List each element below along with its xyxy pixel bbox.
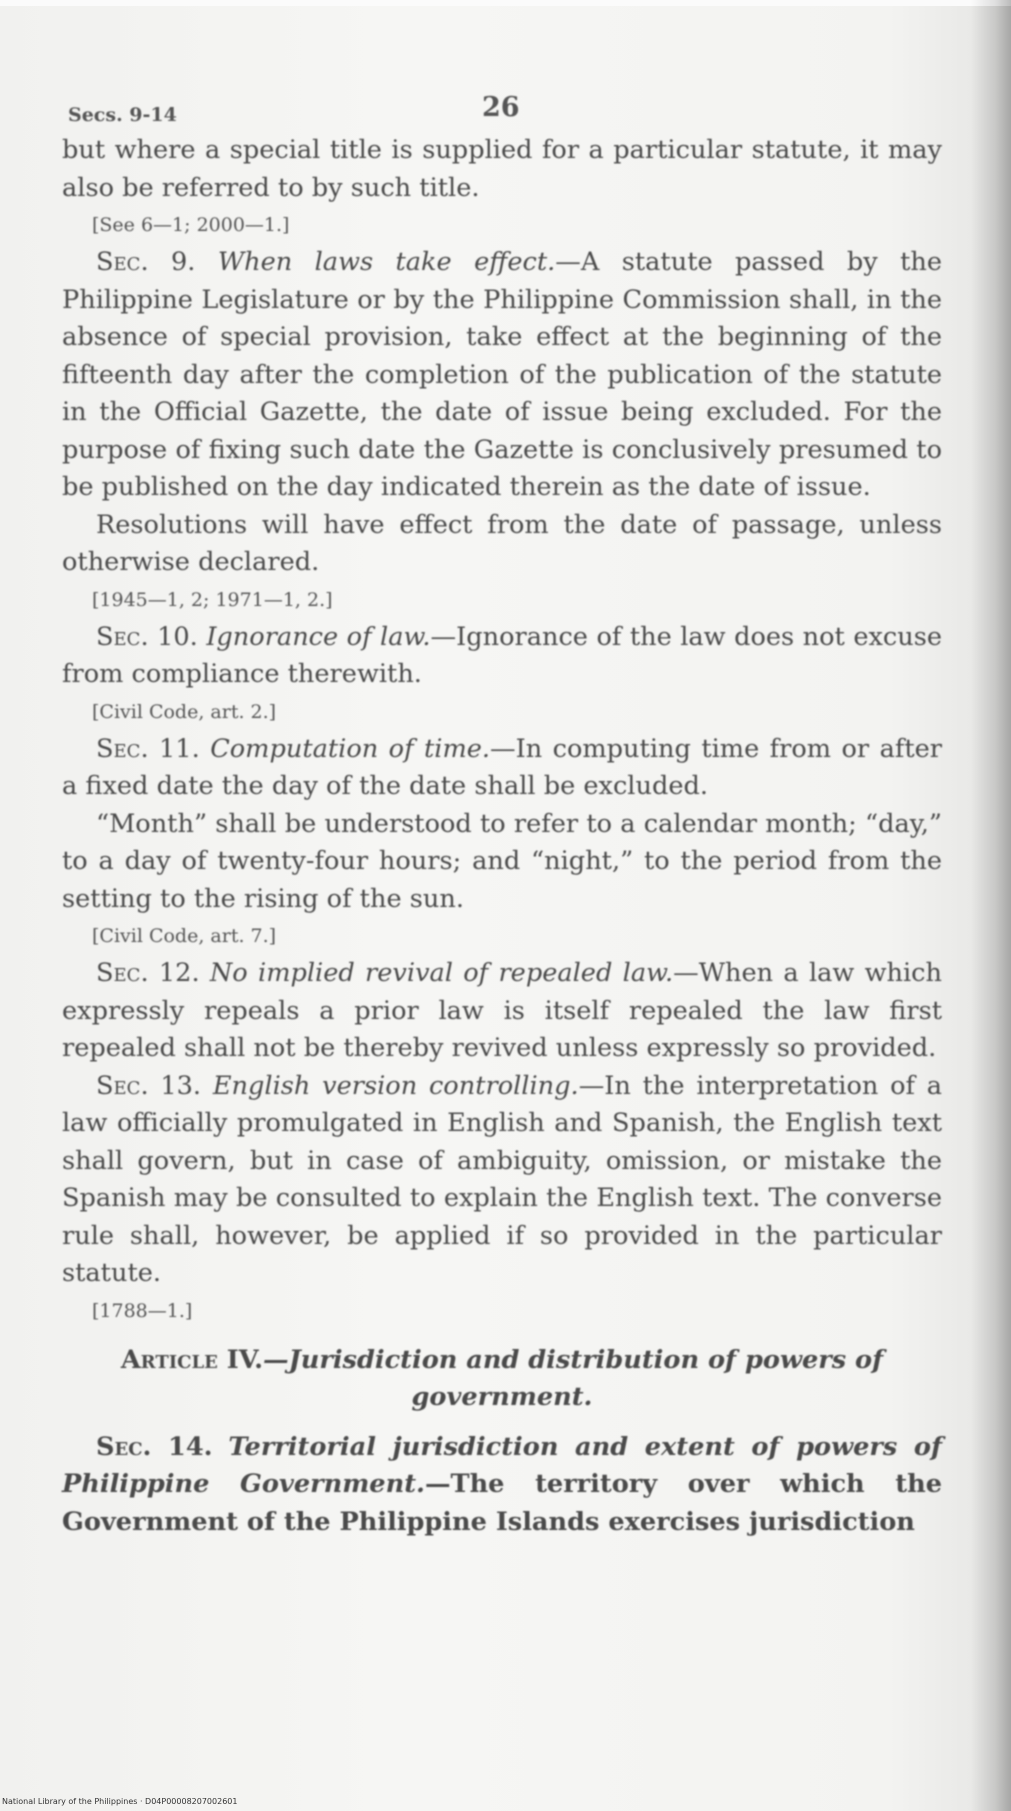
section-11 [62, 731, 942, 806]
citation-1: [See 6—1; 2000—1.] [92, 214, 290, 236]
section-13-label: Sec. 13. [96, 1070, 202, 1101]
section-9-text: —A statute passed by the Philippine Legislature or by the Philippine Commission shall, in the absence of special provision, take effect at the beginning of the fifteenth day after the completion of the publication of the statute in the Official Gazette, the date of issue being excluded. For the purpose of fixing such date the Gazette is conclusively presumed to be published on the day indicated therein as the date of issue. [62, 247, 943, 502]
citation-3: [Civil Code, art. 2.] [92, 700, 277, 723]
section-13-title: English version controlling. [212, 1070, 579, 1101]
section-13-text: —In the interpretation of a law officially promulgated in English and Spanish, the English text shall govern, but in case of ambiguity, omission, or mistake the Spanish may be consulted to explain the English text. The converse rule shall, however, be applied if so provided in the particular statute. [62, 1070, 943, 1288]
section-12-title: No implied revival of repealed law. [209, 958, 674, 988]
citation-2: [1945—1, 2; 1971—1, 2.] [92, 588, 333, 611]
section-12 [62, 955, 942, 1068]
page-edge-shadow [971, 0, 1011, 1811]
section-10-label: Sec. 10. [96, 621, 198, 652]
article-label: Article IV. [120, 1344, 264, 1375]
section-10-title: Ignorance of law. [206, 621, 431, 652]
section-14-title: Territorial jurisdiction and extent of powers of Philippine Government. [62, 1431, 942, 1499]
continuation-paragraph: but where a special title is supplied for a particular statute, it may also be referred to by such title. [62, 135, 942, 203]
section-11-label: Sec. 11. [96, 733, 200, 764]
page-content [62, 92, 942, 1541]
section-12-label: Sec. 12. [96, 958, 200, 988]
section-11-title: Computation of time. [210, 733, 491, 764]
section-14-text: —The territory over which the Government of the Philippine Islands exercises jurisdiction [62, 1469, 942, 1537]
resolutions-paragraph: Resolutions will have effect from the date of passage, unless otherwise declared. [62, 509, 942, 577]
section-10-text: —Ignorance of the law does not excuse from compliance therewith. [62, 621, 943, 689]
section-9-label: Sec. 9. [96, 247, 196, 277]
section-range: Secs. 9-14 [68, 104, 177, 126]
section-11-text: —In computing time from or after a fixed date the day of the date shall be excluded. [62, 733, 942, 801]
article-heading [62, 1330, 942, 1429]
section-9 [62, 244, 942, 507]
section-14-label: Sec. 14. [96, 1431, 213, 1462]
section-10 [62, 619, 942, 694]
section-9-title: When laws take effect. [217, 247, 556, 277]
page-number: 26 [482, 92, 520, 123]
article-title: —Jurisdiction and distribution of powers of government. [263, 1344, 884, 1412]
page-header [62, 92, 942, 132]
citation-4: [Civil Code, art. 7.] [92, 925, 277, 947]
citation-5: [1788—1.] [92, 1299, 193, 1322]
section-14 [62, 1429, 942, 1542]
section-13 [62, 1068, 942, 1293]
page-top-band [0, 0, 1011, 6]
section-12-text: —When a law which expressly repeals a prior law is itself repealed the law first repealed shall not be thereby revived unless expressly so provided. [62, 958, 943, 1063]
month-definition-paragraph: “Month” shall be understood to refer to a calendar month; “day,” to a day of twenty-four hours; and “night,” to the period from the setting to the rising of the sun. [62, 808, 942, 914]
scan-footer: National Library of the Philippines · D04P00008207002601 [2, 1797, 238, 1806]
